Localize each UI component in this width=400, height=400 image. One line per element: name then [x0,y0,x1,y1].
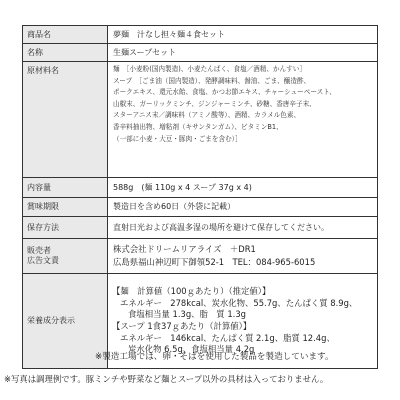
ingredients-line: ポークエキス、還元水飴、食塩、かつお節エキス、チャーシューペースト、 [113,88,336,97]
product-spec-table [22,25,378,369]
ad-responsibility-label-line: 広告文責 [27,256,59,265]
row-product-type [23,44,378,62]
nutrition-noodle-line: エネルギー 278kcal、炭水化物、55.7g、たんぱく質 8.9g、 [120,297,358,308]
seller-label-line: 販売者 [27,246,51,255]
storage-label: 保存方法 [23,217,108,239]
product-type-value: 生麺スープセット [108,44,378,62]
product-spec-sheet [22,25,378,369]
ingredients-line: （一部に小麦・大豆・豚肉・ごまを含む）］ [113,134,242,143]
ingredients-value [108,62,378,178]
ingredients-line: 香辛料抽出物、増粘剤（キサンタンガム）、ビタミンB1、 [113,122,283,131]
row-best-before [23,198,378,217]
nutrition-noodle-header: 【麺 計算値（100ｇあたり）（推定値）】 [112,286,271,297]
volume-value: 588g (麺 110g x 4 スープ 37g x 4) [108,178,378,198]
nutrition-soup-line: エネルギー 146kcal、たんぱく質 2.1g、脂質 12.4g、 [120,332,335,343]
nutrition-soup-line: 炭水化物 6.5g、食塩相当量 4.2g [128,344,255,355]
row-storage [23,217,378,239]
footnote-factory: ※製造工場では、卵・そばを使用した製品を製造しています。 [95,352,334,362]
ingredients-label: 原材料名 [23,62,108,178]
storage-value: 直射日光および高温多湿の場所を避けて保存してください。 [108,217,378,239]
ingredients-line: 山椒末、ガーリックミンチ、ジンジャーミンチ、砂糖、香唐辛子末、 [113,99,316,108]
seller-value [108,239,378,274]
footnote-photo: ※写真は調理例です。豚ミンチや野菜など麺とスープ以外の具材は入っておりません。 [4,374,329,384]
nutrition-label: 栄養成分表示 [23,274,108,369]
product-type-label: 名称 [23,44,108,62]
row-ingredients [23,62,378,178]
row-seller [23,239,378,274]
seller-label [23,239,108,274]
seller-address: 広島県福山神辺町下御領52-1 TEL：084-965-6015 [113,257,316,267]
best-before-value: 製造日を含め60日（外袋に記載） [108,198,378,217]
ingredients-line: スターアニス末／調味料（アミノ酸等）、酒精、カラメル色素、 [113,111,301,120]
ingredients-line: スープ ［ごま油（国内製造）、発酵調味料、醤油、ごま、醸造酢、 [113,76,311,85]
volume-label: 内容量 [23,178,108,198]
best-before-label: 賞味期限 [23,198,108,217]
product-name-value: 夢麺 汁なし担々麺４食セット [108,26,378,44]
row-product-name [23,26,378,44]
ingredients-line: 麺 ［小麦粉(国内製造)、小麦たんぱく、食塩／酒精、かんすい］ [113,65,306,73]
seller-company: 株式会社ドリームリアライズ ＋DR1 [113,244,256,254]
nutrition-noodle-line: 食塩相当量 1.3g、脂 質 1.3g [128,309,246,320]
row-volume [23,178,378,198]
nutrition-soup-header: 【スープ 1食37ｇあたり（計算値）】 [112,321,252,331]
product-name-label: 商品名 [23,26,108,44]
